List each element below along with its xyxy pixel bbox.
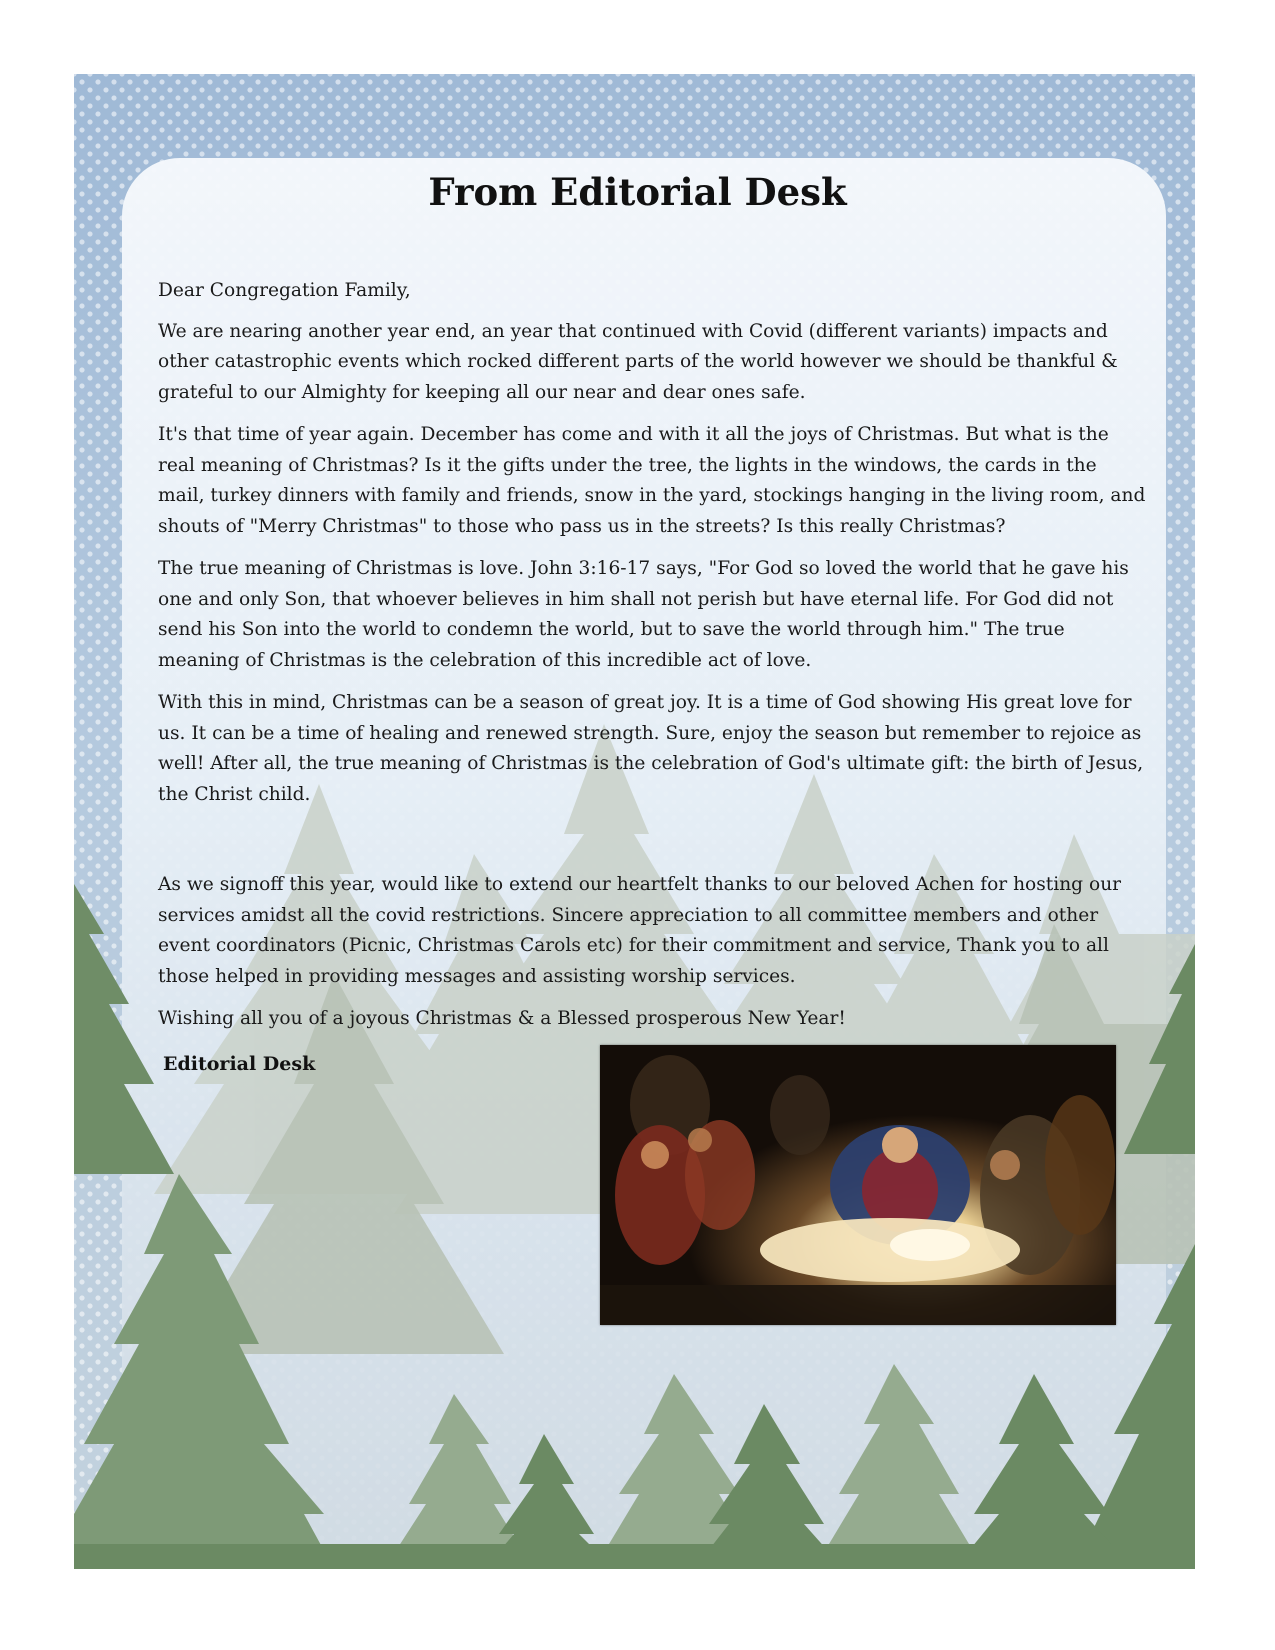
letter-body <box>158 276 1148 1047</box>
nativity-image <box>600 1045 1116 1325</box>
paragraph-true-meaning: The true meaning of Christmas is love. John 3:16-17 says, "For God so loved the world that he gave his one and only Son, that whoever believes in him shall not perish but have eternal life. For God did not send his Son into the world to condemn the world, but to save the world through him." The true meaning of Christmas is the celebration of this incredible act of love. <box>158 558 1129 671</box>
paragraph-christmas-meaning: It's that time of year again. December has come and with it all the joys of Christmas. But what is the real meaning of Christmas? Is it the gifts under the tree, the lights in the windows, the cards in the mail, turkey dinners with family and friends, snow in the yard, stockings hanging in the living room, and shouts of "Merry Christmas" to those who pass us in the streets? Is this really Christmas? <box>158 424 1146 537</box>
paragraph-year-end: We are nearing another year end, an year that continued with Covid (different variants) impacts and other catastrophic events which rocked different parts of the world however we should be thankful & grateful to our Almighty for keeping all our near and dear ones safe. <box>158 320 1118 403</box>
paragraph-thanks: As we signoff this year, would like to extend our heartfelt thanks to our beloved Achen for hosting our services amidst all the covid restrictions. Sincere appreciation to all committee members and other event coordinators (Picnic, Christmas Carols etc) for their commitment and service, Thank you to all those helped in providing messages and assisting worship services. <box>158 874 1122 987</box>
paragraph-wishes: Wishing all you of a joyous Christmas & a Blessed prosperous New Year! <box>158 1008 846 1029</box>
signature: Editorial Desk <box>163 1053 316 1075</box>
page-title: From Editorial Desk <box>428 170 847 214</box>
salutation: Dear Congregation Family, <box>158 280 411 301</box>
paragraph-season-of-joy: With this in mind, Christmas can be a season of great joy. It is a time of God showing His great love for us. It can be a time of healing and renewed strength. Sure, enjoy the season but remember to rejoice as well! After all, the true meaning of Christmas is the celebration of God's ultimate gift: the birth of Jesus, the Christ child. <box>158 692 1144 805</box>
